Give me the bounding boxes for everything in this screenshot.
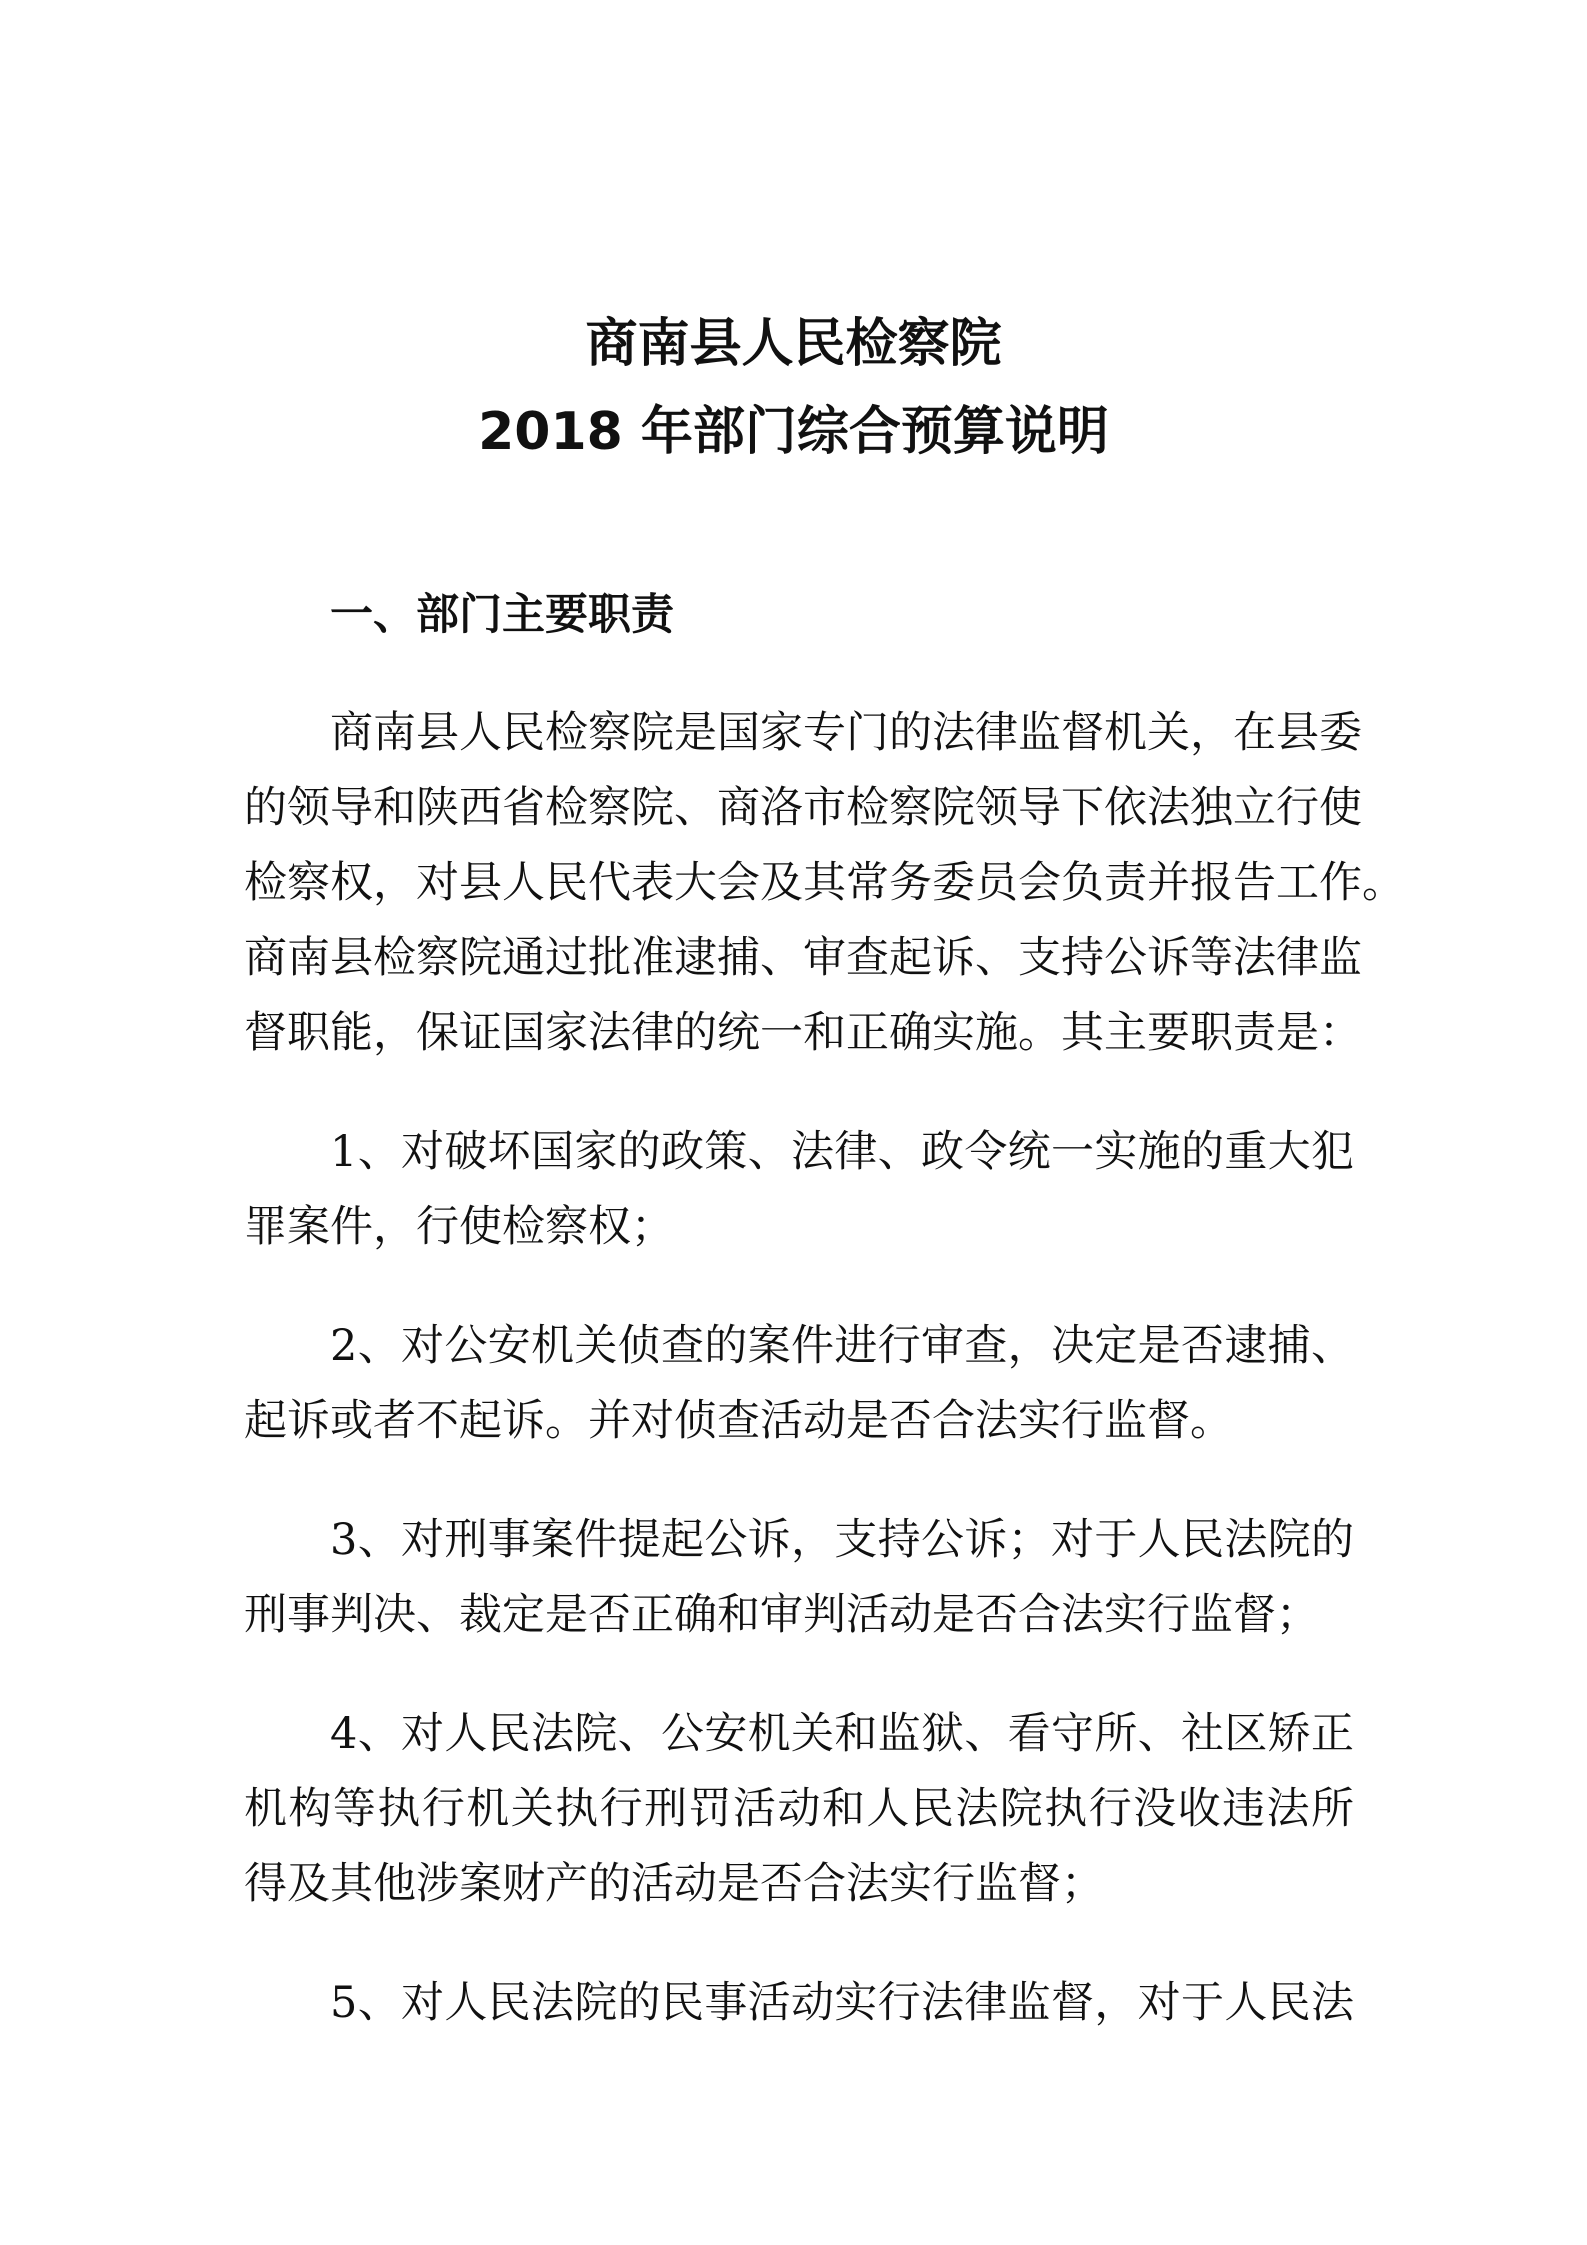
paragraph-line: 商南县检察院通过批准逮捕、审查起诉、支持公诉等法律监 (244, 933, 1362, 983)
list-item-4-line: 机构等执行机关执行刑罚活动和人民法院执行没收违法所 (244, 1784, 1354, 1834)
section-heading-duties: 一、部门主要职责 (330, 590, 674, 640)
list-item-3-line: 刑事判决、裁定是否正确和审判活动是否合法实行监督； (244, 1590, 1319, 1640)
document-title-line-1: 商南县人民检察院 (585, 314, 1002, 374)
list-item-4-line: 4、对人民法院、公安机关和监狱、看守所、社区矫正 (330, 1709, 1354, 1759)
list-item-1-line: 1、对破坏国家的政策、法律、政令统一实施的重大犯 (330, 1127, 1354, 1177)
list-item-3-line: 3、对刑事案件提起公诉，支持公诉；对于人民法院的 (330, 1515, 1354, 1565)
list-item-2-line: 起诉或者不起诉。并对侦查活动是否合法实行监督。 (244, 1396, 1233, 1446)
paragraph-line: 商南县人民检察院是国家专门的法律监督机关，在县委 (330, 708, 1362, 758)
list-item-2-line: 2、对公安机关侦查的案件进行审查，决定是否逮捕、 (330, 1321, 1354, 1371)
list-item-5-line: 5、对人民法院的民事活动实行法律监督，对于人民法 (330, 1978, 1354, 2028)
document-title-line-2: 2018 年部门综合预算说明 (478, 402, 1109, 462)
list-item-4-line: 得及其他涉案财产的活动是否合法实行监督； (244, 1859, 1104, 1909)
list-item-1-line: 罪案件，行使检察权； (244, 1202, 674, 1252)
paragraph-line: 的领导和陕西省检察院、商洛市检察院领导下依法独立行使 (244, 783, 1362, 833)
paragraph-line: 检察权，对县人民代表大会及其常务委员会负责并报告工作。 (244, 858, 1405, 908)
paragraph-line: 督职能，保证国家法律的统一和正确实施。其主要职责是： (244, 1008, 1362, 1058)
